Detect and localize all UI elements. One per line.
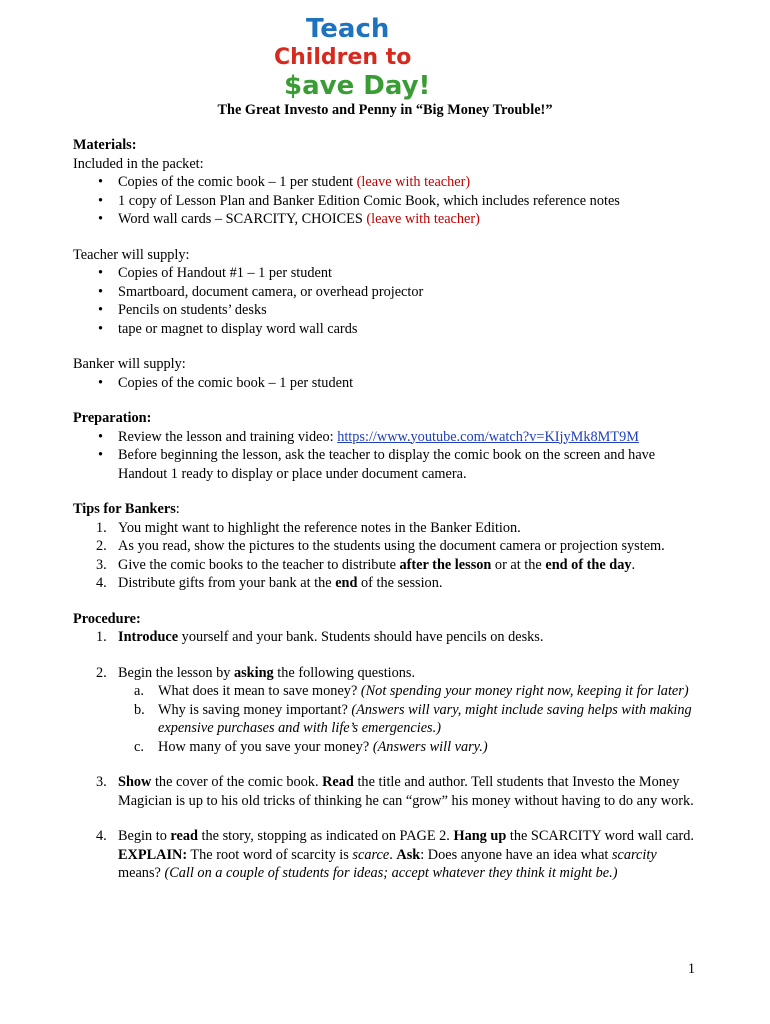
packet-list: [73, 173, 703, 229]
list-item: • Before beginning the lesson, ask the teacher to display the comic book on the screen and have Handout 1 ready to display or place under document camera.: [73, 446, 703, 483]
question-item: b. Why is saving money important? (Answers will vary, might include saving helps with making expensive purchases and with life’s emergencies.): [134, 701, 692, 736]
list-item: • Word wall cards – SCARCITY, CHOICES (leave with teacher): [73, 210, 703, 229]
preparation-heading: Preparation:: [73, 410, 152, 426]
logo-teach: Teach: [306, 14, 390, 44]
lesson-plan-body: [73, 136, 703, 883]
procedure-step: 2. Begin the lesson by asking the following questions. a. What does it mean to save money? (Not spending your money right now, keeping it for later) b. Why is saving money important? (Answers will vary, might include saving helps with making expensive purchases and with life’s emergencies.) c. How many of you save your money? (Answers will vary.): [73, 664, 703, 757]
list-item: • Copies of the comic book – 1 per student (leave with teacher): [73, 173, 703, 192]
teacher-intro: Teacher will supply:: [73, 246, 190, 263]
procedure-step: 1. Introduce yourself and your bank. Students should have pencils on desks.: [96, 629, 544, 645]
list-item: • Copies of the comic book – 1 per student: [73, 374, 703, 393]
materials-heading: Materials:: [73, 137, 137, 153]
list-item: • Review the lesson and training video: https://www.youtube.com/watch?v=KIjyMk8MT9M: [73, 428, 703, 447]
list-item: • tape or magnet to display word wall cards: [73, 320, 703, 339]
preparation-list: [73, 428, 703, 484]
teacher-list: [73, 264, 703, 338]
teach-children-to-save-day-logo: [268, 10, 458, 100]
procedure-step: 4. Begin to read the story, stopping as indicated on PAGE 2. Hang up the SCARCITY word wall card. EXPLAIN: The root word of scarcity is scarce. Ask: Does anyone have an idea what scarcity means? (Call on a couple of students for ideas; accept whatever they think it might be.): [96, 828, 694, 881]
lesson-title: The Great Investo and Penny in “Big Money Trouble!”: [217, 102, 553, 118]
tips-heading: Tips for Bankers:: [73, 501, 180, 517]
tip-item: 1. You might want to highlight the reference notes in the Banker Edition.: [96, 519, 521, 536]
procedure-list: [73, 628, 703, 883]
question-list: [118, 682, 703, 756]
tip-item: 2. As you read, show the pictures to the students using the document camera or projection system.: [96, 538, 665, 554]
question-item: a. What does it mean to save money? (Not spending your money right now, keeping it for later): [134, 683, 689, 699]
banker-list: [73, 374, 703, 393]
banker-intro: Banker will supply:: [73, 356, 186, 372]
logo-children-to: Children to: [274, 45, 412, 70]
logo-save-day: $ave Day!: [284, 71, 431, 100]
tip-item: 4. Distribute gifts from your bank at the end of the session.: [96, 575, 443, 591]
procedure-heading: Procedure:: [73, 610, 141, 627]
list-item: • Pencils on students’ desks: [73, 301, 703, 320]
question-item: c. How many of you save your money? (Answers will vary.): [134, 738, 488, 755]
list-item: • Smartboard, document camera, or overhead projector: [73, 283, 703, 302]
tip-item: 3. Give the comic books to the teacher to distribute after the lesson or at the end of the day.: [96, 556, 636, 573]
list-item: • Copies of Handout #1 – 1 per student: [73, 264, 703, 283]
procedure-step: 3. Show the cover of the comic book. Read the title and author. Tell students that Investo the Money Magician is up to his old tricks of thinking he can “grow” his money without having to do any work.: [96, 774, 694, 809]
tips-list: [73, 519, 703, 593]
packet-intro: Included in the packet:: [73, 155, 204, 172]
training-video-link[interactable]: https://www.youtube.com/watch?v=KIjyMk8MT9M: [337, 428, 639, 445]
list-item: • 1 copy of Lesson Plan and Banker Edition Comic Book, which includes reference notes: [73, 192, 703, 211]
page-number: 1: [687, 961, 695, 977]
